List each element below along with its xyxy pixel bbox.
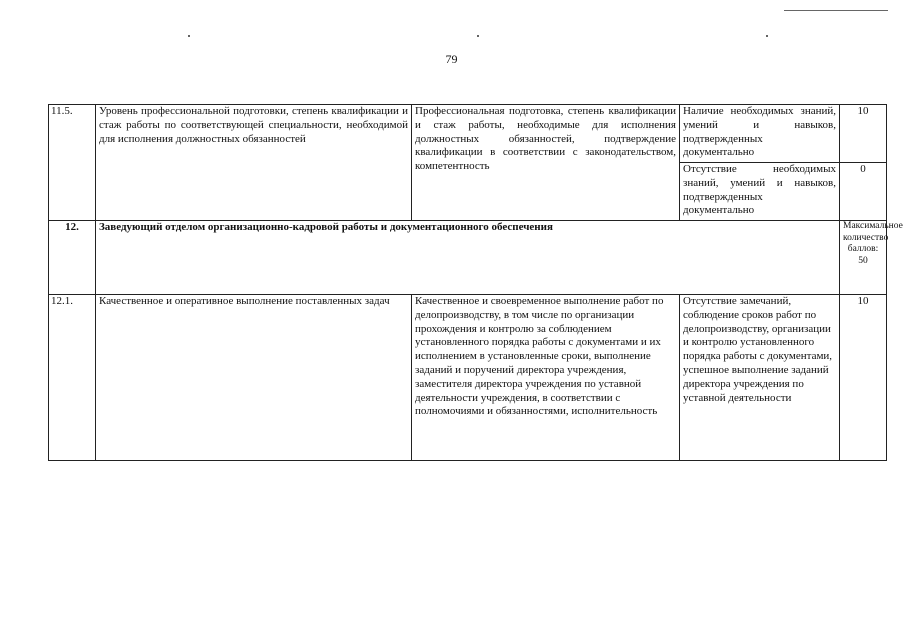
table-row [49, 295, 887, 461]
section-title: Заведующий отделом организационно-кадровой работы и документационного обеспечения [96, 221, 840, 295]
max-points-cell [840, 221, 903, 295]
max-points-label: Максимальное количество баллов: 50 [843, 221, 903, 266]
points-cell: 0 [840, 163, 887, 221]
points-cell: 10 [840, 105, 887, 163]
description-cell: Качественное и своевременное выполнение работ по делопроизводству, в том числе по организации прохождения и контролю за соблюдением установленного порядка работы с документами и их исполнением в установленные сроки, выполнение заданий и поручений директора учреждения, заместителя директора учреждения по уставной деятельности учреждения, в соответствии с полномочиями и обязанностями, исполнительность [412, 295, 680, 461]
scan-mark [766, 35, 768, 37]
description-cell: Профессиональная подготовка, степень квалификации и стаж работы, необходимые для исполнения должностных обязанностей, подтверждение квалификации в соответствии с законодательством, компетентность [412, 105, 680, 221]
header-rule [784, 10, 888, 11]
criteria-table [48, 104, 903, 461]
criterion-cell: Качественное и оперативное выполнение поставленных задач [96, 295, 412, 461]
points-cell: 10 [840, 295, 887, 461]
page-number: 79 [445, 52, 458, 66]
scan-mark [477, 35, 479, 37]
criterion-cell: Уровень профессиональной подготовки, степень квалификации и стаж работы по соответствующей специальности, необходимой для исполнения должностных обязанностей [96, 105, 412, 221]
section-header-row [49, 221, 887, 295]
section-number: 12. [49, 221, 96, 295]
row-number: 11.5. [49, 105, 96, 221]
row-number: 12.1. [49, 295, 96, 461]
condition-cell: Отсутствие замечаний, соблюдение сроков работ по делопроизводству, организации и контролю установленного порядка работы с документами, успешное выполнение заданий директора учреждения по уставной деятельности [680, 295, 840, 461]
condition-cell: Отсутствие необходимых знаний, умений и навыков, подтвержденных документально [680, 163, 840, 221]
table-row [49, 105, 887, 163]
condition-cell: Наличие необходимых знаний, умений и навыков, подтвержденных документально [680, 105, 840, 163]
scan-mark [188, 35, 190, 37]
